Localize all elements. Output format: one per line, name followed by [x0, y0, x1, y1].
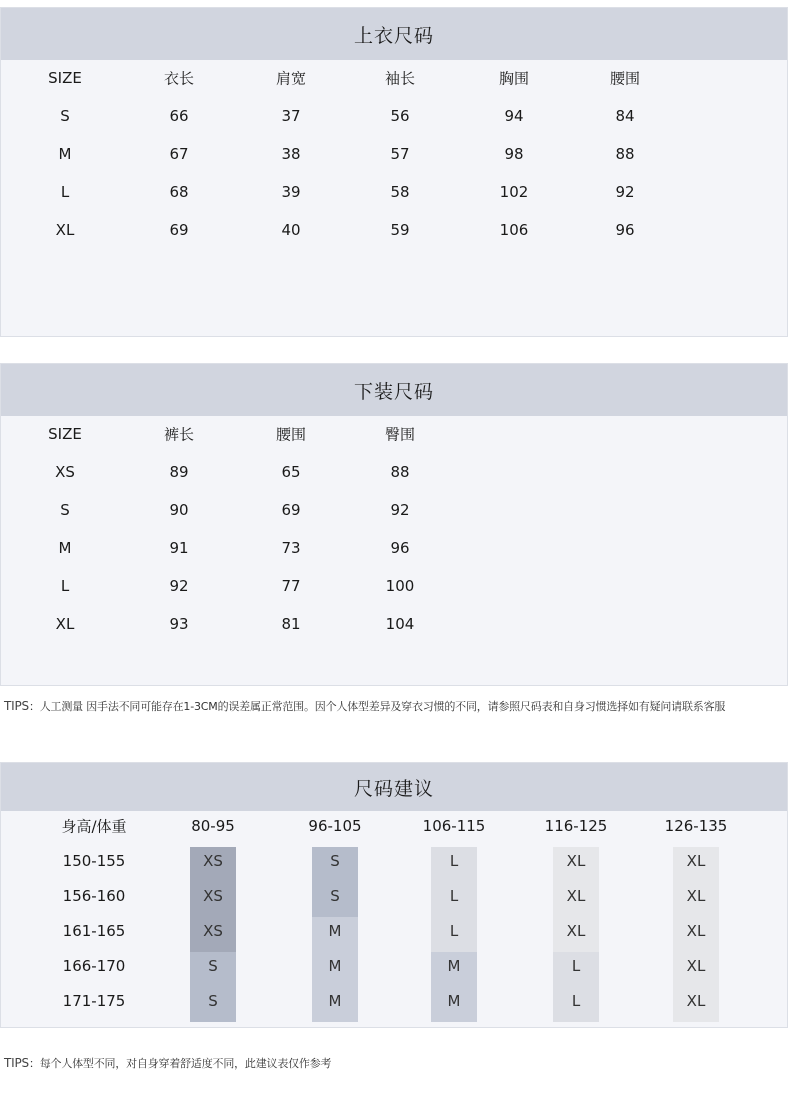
tops-value-cell: 59	[390, 221, 410, 239]
bottoms-value-cell: 65	[281, 463, 301, 481]
suggested-size-label: L	[449, 922, 459, 940]
suggested-size-label: XL	[566, 887, 586, 905]
tops-value-cell: 102	[499, 183, 529, 201]
height-range-label: 161-165	[62, 922, 126, 940]
suggested-size-label: XS	[203, 922, 223, 940]
suggested-size-label: XL	[686, 992, 706, 1010]
suggested-size-label: L	[449, 887, 459, 905]
size-suggestion-panel	[0, 762, 788, 1028]
tops-value-cell: 57	[390, 145, 410, 163]
tops-header-cell: 胸围	[498, 69, 530, 88]
bottoms-header-cell: 裤长	[163, 425, 195, 444]
tops-value-cell: 58	[390, 183, 410, 201]
tops-value-cell: 88	[615, 145, 635, 163]
tips-text: ：每个人体型不同，对自身穿着舒适度不同，此建议表仅作参考	[28, 1057, 332, 1070]
suggested-size-label: M	[447, 957, 461, 975]
suggestion-title: 尺码建议	[1, 763, 787, 811]
bottoms-title: 下装尺码	[1, 364, 787, 416]
tops-size-label: S	[60, 107, 70, 125]
suggested-size-label: M	[328, 992, 342, 1010]
suggested-size-label: S	[208, 992, 218, 1010]
bottoms-value-cell: 90	[169, 501, 189, 519]
bottoms-header-cell: 臀围	[384, 425, 416, 444]
bottoms-size-label: XS	[55, 463, 75, 481]
suggestion-tips	[4, 1055, 331, 1071]
tops-title: 上衣尺码	[1, 8, 787, 60]
height-range-label: 150-155	[62, 852, 126, 870]
tops-value-cell: 68	[169, 183, 189, 201]
suggested-size-label: M	[328, 922, 342, 940]
tops-value-cell: 98	[504, 145, 524, 163]
tops-value-cell: 92	[615, 183, 635, 201]
tops-value-cell: 38	[281, 145, 301, 163]
bottoms-value-cell: 100	[385, 577, 415, 595]
height-weight-header: 身高/体重	[61, 817, 127, 836]
tops-value-cell: 66	[169, 107, 189, 125]
suggested-size-label: L	[571, 957, 581, 975]
tops-value-cell: 96	[615, 221, 635, 239]
tops-header-cell: 腰围	[609, 69, 641, 88]
suggested-size-label: S	[330, 887, 340, 905]
suggested-size-label: XL	[686, 922, 706, 940]
bottoms-value-cell: 89	[169, 463, 189, 481]
measurement-tips	[4, 698, 725, 714]
tips-lead: TIPS	[4, 1056, 29, 1070]
tops-value-cell: 67	[169, 145, 189, 163]
suggested-size-label: XL	[566, 852, 586, 870]
tops-value-cell: 56	[390, 107, 410, 125]
suggested-size-label: L	[571, 992, 581, 1010]
bottoms-value-cell: 77	[281, 577, 301, 595]
tips-text: ：人工测量 因手法不同可能存在1-3CM的误差属正常范围。因个人体型差异及穿衣习惯的不同，请参照尺码表和自身习惯选择如有疑问请联系客服	[28, 700, 726, 713]
suggested-size-label: XL	[566, 922, 586, 940]
tops-value-cell: 84	[615, 107, 635, 125]
tops-header-cell: 衣长	[163, 69, 195, 88]
suggested-size-label: XL	[686, 957, 706, 975]
tips-lead: TIPS	[4, 699, 29, 713]
tops-value-cell: 39	[281, 183, 301, 201]
tops-size-label: M	[58, 145, 72, 163]
bottoms-size-label: L	[60, 577, 70, 595]
height-range-label: 166-170	[62, 957, 126, 975]
bottoms-size-label: M	[58, 539, 72, 557]
tops-header-cell: SIZE	[48, 69, 82, 87]
weight-range-header: 126-135	[664, 817, 728, 835]
bottoms-size-label: S	[60, 501, 70, 519]
tops-header-cell: 袖长	[384, 69, 416, 88]
bottoms-value-cell: 104	[385, 615, 415, 633]
tops-value-cell: 37	[281, 107, 301, 125]
bottoms-size-panel	[0, 363, 788, 686]
bottoms-value-cell: 81	[281, 615, 301, 633]
suggested-size-label: XL	[686, 852, 706, 870]
weight-range-header: 106-115	[422, 817, 486, 835]
tops-value-cell: 40	[281, 221, 301, 239]
weight-range-header: 80-95	[191, 817, 235, 835]
suggested-size-label: S	[208, 957, 218, 975]
bottoms-header-cell: SIZE	[48, 425, 82, 443]
suggested-size-label: M	[447, 992, 461, 1010]
bottoms-value-cell: 69	[281, 501, 301, 519]
bottoms-value-cell: 96	[390, 539, 410, 557]
suggested-size-label: S	[330, 852, 340, 870]
tops-value-cell: 69	[169, 221, 189, 239]
suggested-size-label: XS	[203, 887, 223, 905]
bottoms-value-cell: 92	[390, 501, 410, 519]
suggested-size-label: L	[449, 852, 459, 870]
bottoms-size-label: XL	[55, 615, 75, 633]
tops-value-cell: 106	[499, 221, 529, 239]
suggested-size-label: XS	[203, 852, 223, 870]
weight-range-header: 96-105	[308, 817, 362, 835]
bottoms-value-cell: 92	[169, 577, 189, 595]
height-range-label: 171-175	[62, 992, 126, 1010]
bottoms-value-cell: 88	[390, 463, 410, 481]
suggested-size-label: XL	[686, 887, 706, 905]
bottoms-value-cell: 91	[169, 539, 189, 557]
height-range-label: 156-160	[62, 887, 126, 905]
suggested-size-label: M	[328, 957, 342, 975]
bottoms-value-cell: 73	[281, 539, 301, 557]
tops-size-label: L	[60, 183, 70, 201]
weight-range-header: 116-125	[544, 817, 608, 835]
bottoms-value-cell: 93	[169, 615, 189, 633]
tops-size-label: XL	[55, 221, 75, 239]
tops-size-panel	[0, 7, 788, 337]
tops-header-cell: 肩宽	[275, 69, 307, 88]
bottoms-header-cell: 腰围	[275, 425, 307, 444]
tops-value-cell: 94	[504, 107, 524, 125]
